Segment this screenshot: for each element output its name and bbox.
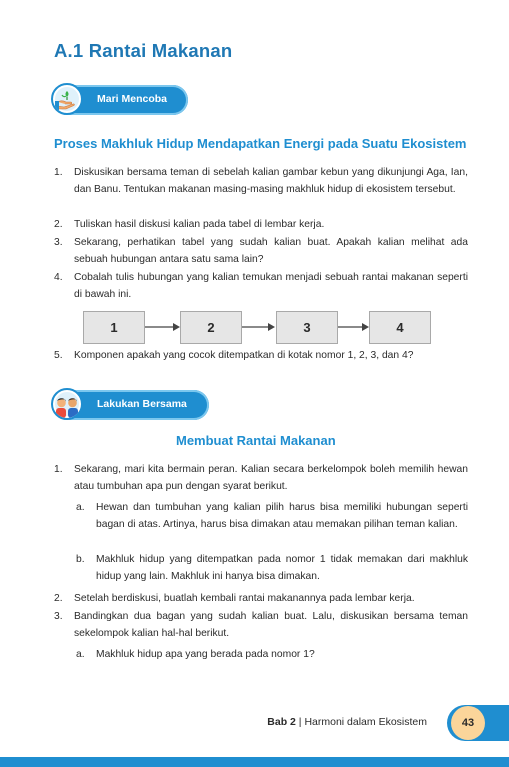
list-item: Komponen apakah yang cocok ditempatkan di kotak nomor 1, 2, 3, dan 4? (74, 350, 414, 361)
list-number: a. (76, 502, 85, 513)
list-number: 2. (54, 593, 63, 604)
hands-plant-icon (51, 83, 83, 115)
list-number: a. (76, 649, 85, 660)
list-item: Tuliskan hasil diskusi kalian pada tabel di lembar kerja. (74, 219, 325, 230)
list-item: Sekarang, perhatikan tabel yang sudah kalian buat. Apakah kalian melihat ada sebuah hubungan antara satu sama lain? (74, 237, 468, 265)
footer-chapter: Bab 2 (267, 716, 296, 728)
list-item: Hewan dan tumbuhan yang kalian pilih harus bisa memiliki hubungan seperti bagan di atas. Artinya, harus bisa dimakan atau memakan pilihan teman kalian. (96, 502, 468, 530)
list-number: 2. (54, 219, 63, 230)
list-number: 4. (54, 272, 63, 283)
chain-box-4: 4 (369, 311, 431, 344)
chain-box-3: 3 (276, 311, 338, 344)
list-item: Bandingkan dua bagan yang sudah kalian buat. Lalu, diskusikan bersama teman sekelompok kalian hal-hal berikut. (74, 611, 468, 639)
bottom-band (0, 757, 509, 767)
lakukan-bersama-badge (52, 390, 209, 420)
list-number: 5. (54, 350, 63, 361)
two-students-icon (51, 388, 83, 420)
list-item: Diskusikan bersama teman di sebelah kalian gambar kebun yang dikunjungi Aga, Ian, dan Banu. Tentukan makanan masing-masing makhluk hidup di ekosistem tersebut. (74, 167, 468, 195)
list-item: Sekarang, mari kita bermain peran. Kalian secara berkelompok boleh memilih hewan atau tumbuhan apa pun dengan syarat berikut. (74, 464, 468, 492)
chain-box-1: 1 (83, 311, 145, 344)
mari-mencoba-badge (52, 85, 188, 115)
list-number: 1. (54, 167, 63, 178)
mari-mencoba-label: Mari Mencoba (97, 93, 168, 105)
arrow-icon (242, 321, 276, 333)
list-item: Cobalah tulis hubungan yang kalian temukan menjadi sebuah rantai makanan seperti di bawah ini. (74, 272, 468, 300)
list-item: Setelah berdiskusi, buatlah kembali rantai makanannya pada lembar kerja. (74, 593, 415, 604)
chain-box-2: 2 (180, 311, 242, 344)
arrow-icon (338, 321, 370, 333)
footer-separator: | (295, 716, 305, 728)
lakukan-bersama-label: Lakukan Bersama (97, 398, 187, 410)
list-number: 3. (54, 237, 63, 248)
list-number: 3. (54, 611, 63, 622)
list-number: 1. (54, 464, 63, 475)
subheading-food-chain: Membuat Rantai Makanan (176, 433, 336, 448)
page-footer (267, 716, 427, 728)
page-number: 43 (451, 706, 485, 740)
list-item: Makhluk hidup apa yang berada pada nomor 1? (96, 649, 315, 660)
arrow-icon (145, 321, 181, 333)
footer-title: Harmoni dalam Ekosistem (304, 716, 427, 728)
section-title: A.1 Rantai Makanan (54, 40, 233, 61)
subheading-energy: Proses Makhluk Hidup Mendapatkan Energi pada Suatu Ekosistem (54, 136, 467, 151)
list-number: b. (76, 554, 85, 565)
list-item: Makhluk hidup yang ditempatkan pada nomor 1 tidak memakan dari makhluk hidup yang lain. Makhluk ini hanya bisa dimakan. (96, 554, 468, 582)
